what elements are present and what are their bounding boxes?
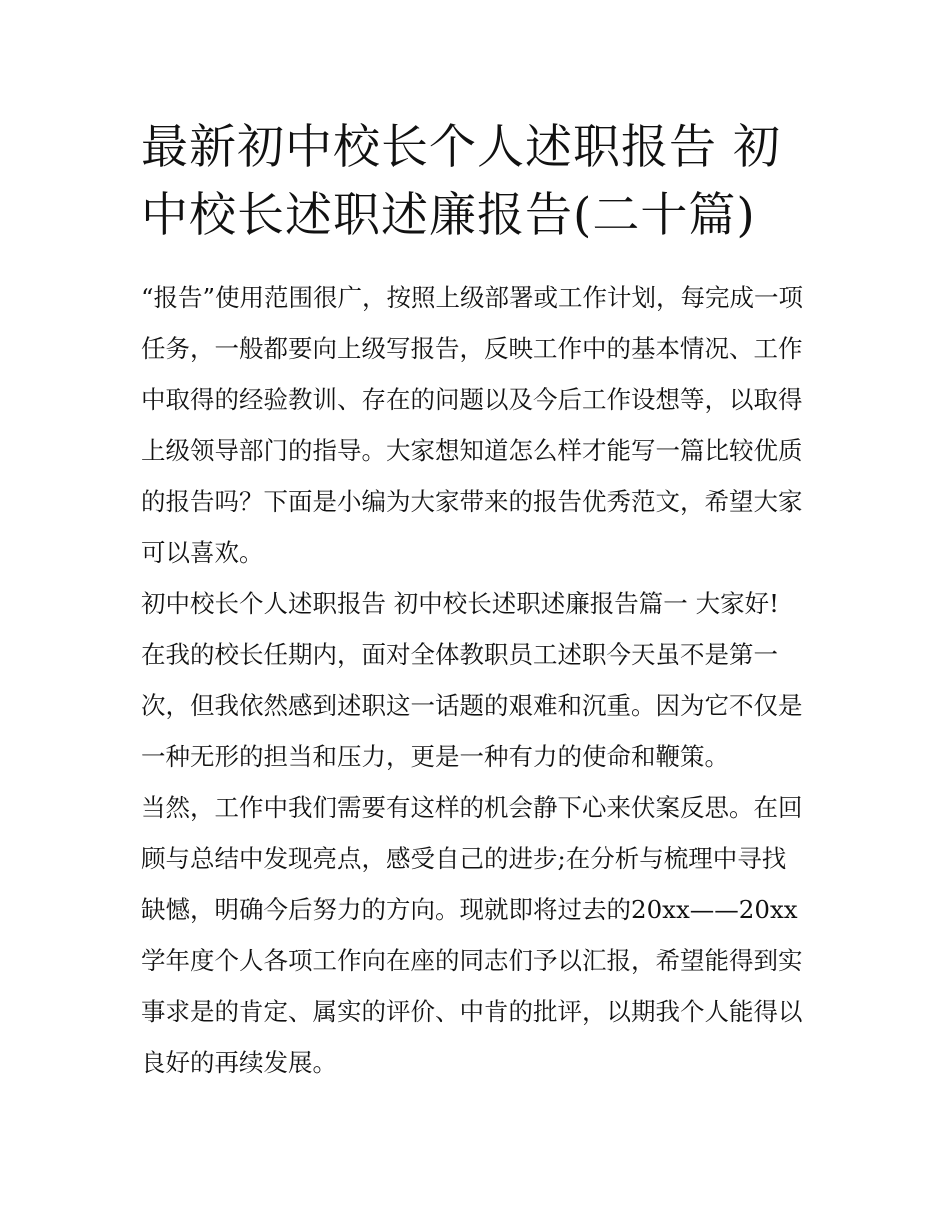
section-heading-line: 初中校长个人述职报告 初中校长述职述廉报告篇一 大家好! <box>141 589 779 618</box>
text-line-15: 事求是的肯定、属实的评价、中肯的批评，以期我个人能得以 <box>141 997 803 1026</box>
text-line-5: 的报告吗？下面是小编为大家带来的报告优秀范文，希望大家 <box>141 487 803 516</box>
text-line-13: 缺憾，明确今后努力的方向。现就即将过去的20xx——20xx <box>141 895 798 924</box>
document-title <box>141 114 816 250</box>
text-line-3: 中取得的经验教训、存在的问题以及今后工作设想等，以取得 <box>141 385 803 414</box>
title-line-1: 最新初中校长个人述职报告 初 <box>141 120 781 175</box>
text-line-16: 良好的再续发展。 <box>141 1048 337 1077</box>
text-line-4: 上级领导部门的指导。大家想知道怎么样才能写一篇比较优质 <box>141 436 803 465</box>
text-line-8: 在我的校长任期内，面对全体教职员工述职今天虽不是第一 <box>141 640 778 669</box>
text-line-9: 次，但我依然感到述职这一话题的艰难和沉重。因为它不仅是 <box>141 691 803 720</box>
text-line-10: 一种无形的担当和压力，更是一种有力的使命和鞭策。 <box>141 742 729 771</box>
document-body <box>141 272 816 1088</box>
title-line-2: 中校长述职述廉报告(二十篇) <box>141 188 756 243</box>
text-line-14: 学年度个人各项工作向在座的同志们予以汇报，希望能得到实 <box>141 946 803 975</box>
text-line-6: 可以喜欢。 <box>141 538 264 567</box>
text-line-11: 当然，工作中我们需要有这样的机会静下心来伏案反思。在回 <box>141 793 803 822</box>
document-content <box>141 114 816 1088</box>
text-line-2: 任务，一般都要向上级写报告，反映工作中的基本情况、工作 <box>141 334 803 363</box>
text-line-1: “报告”使用范围很广，按照上级部署或工作计划，每完成一项 <box>141 283 804 312</box>
text-line-12: 顾与总结中发现亮点，感受自己的进步;在分析与梳理中寻找 <box>141 844 787 873</box>
